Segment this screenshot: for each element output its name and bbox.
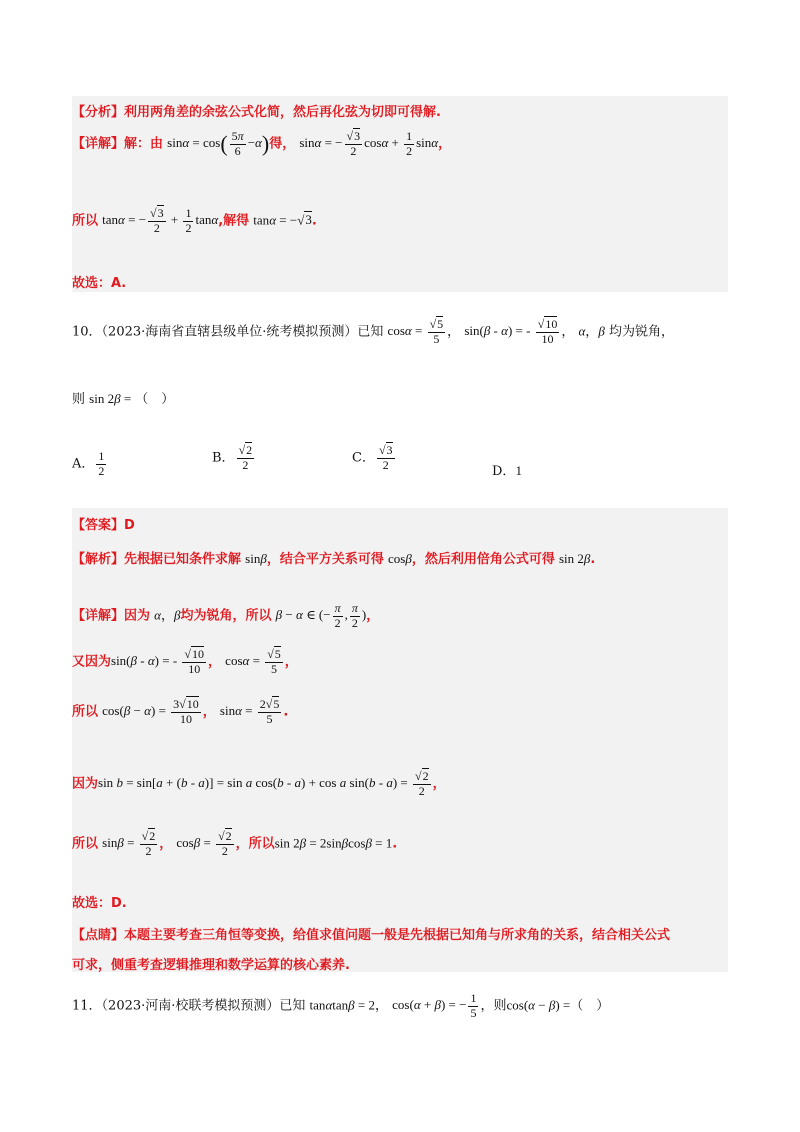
detail-line (72, 130, 451, 159)
analysis-text: 利用两角差的余弦公式化简，然后再化弦为切即可得解. (124, 105, 441, 120)
given-line (72, 648, 298, 677)
suoyi-text: 所以 (72, 836, 99, 852)
choose-line (72, 272, 126, 291)
comma: ， (208, 654, 222, 670)
result-line (72, 830, 397, 859)
choose-text: 故选：A. (72, 276, 127, 291)
choose-line (72, 892, 127, 911)
jiexi-text: ，结合平方关系可得 (266, 552, 384, 567)
formula-sin-2beta: sin 2β (558, 551, 591, 566)
formula-sin-2beta-result: sin 2β = 2sinβcosβ = 1 (274, 835, 393, 851)
question-number: 11． (72, 998, 102, 1014)
detail-line (72, 602, 379, 631)
suoyi-text: 所以 (72, 213, 99, 229)
youyinwei-text: 又因为 (72, 654, 112, 670)
comma: ， (284, 654, 298, 670)
option-value: $\frac{√3}{2}$ (378, 443, 393, 472)
comma: ， (432, 776, 446, 792)
formula-sin-alpha-eq: sinα = cos( $\frac{5\pi}{6}$ −α) (167, 129, 270, 158)
question-source: （2023·河南·校联考模拟预测）已知 (101, 998, 306, 1014)
period: . (311, 213, 317, 229)
comma: ， (438, 136, 452, 152)
formula-range: β − α ∈ (− $\frac{\pi}{2}$ , $\frac{\pi}{2}$ ) (275, 601, 367, 630)
detail-text: 得， (269, 136, 296, 152)
formula-tan-product: tanαtanβ = 2 (309, 997, 375, 1013)
suoyi-text: ，所以 (235, 836, 275, 852)
choose-text: 故选：D. (72, 896, 127, 911)
detail-text: 均为锐角，所以 (180, 608, 272, 624)
jiexi-line (72, 548, 595, 567)
comma: ， (374, 998, 388, 1014)
period: . (283, 704, 289, 720)
formula-cos-beta-value: cosβ = $\frac{√2}{2}$ (176, 829, 232, 858)
option-a[interactable] (72, 450, 108, 479)
answer-value: D (124, 518, 135, 533)
alpha-beta-symbols: α，β (578, 323, 605, 339)
question-10-ask (72, 388, 174, 407)
formula-sin-b-expansion: sin b = sin[a + (b - a)] = sin a cos(b - a) + cos a sin(b - a) = $\frac{√2}{2}$ (98, 769, 429, 798)
period: . (590, 552, 596, 567)
solution-10-block (72, 508, 728, 972)
comma: ， (159, 836, 173, 852)
formula-cos-diff: cos(α − β) = (506, 997, 571, 1013)
formula-sin-2beta: sin 2β = (89, 391, 132, 406)
jiexi-label: 【解析】 (72, 552, 125, 567)
dianjing-text: 可求，侧重考查逻辑推理和数学运算的核心素养. (72, 958, 350, 973)
formula-cos-alpha: cosα = $\frac{√5}{5}$ (387, 317, 444, 346)
formula-sin-beta-minus-alpha: sin(β - α) = - $\frac{√10}{10}$ (111, 647, 205, 676)
question-source: （2023·海南省直辖县级单位·统考模拟预测）已知 (101, 324, 384, 340)
question-number: 10． (72, 324, 102, 340)
option-letter: D． (492, 464, 516, 479)
dianjing-line-2 (72, 954, 350, 973)
comma: ， (366, 608, 380, 624)
jiexi-text: ，然后利用倍角公式可得 (411, 552, 555, 567)
question-tail: 均为锐角， (608, 324, 674, 340)
detail-text: 解：由 (124, 136, 164, 152)
answer-line (72, 514, 135, 533)
option-value: $\frac{√2}{2}$ (238, 443, 253, 472)
prev-solution-block (72, 96, 728, 292)
jiexi-text: 先根据已知条件求解 (124, 552, 242, 567)
formula-cos-alpha: cosα = $\frac{√5}{5}$ (225, 647, 281, 676)
analysis-line (72, 101, 441, 120)
answer-blank: （ ） (135, 392, 175, 407)
question-10 (72, 318, 674, 347)
dianjing-line-1 (72, 924, 670, 943)
formula-sin-beta-value: sinβ = $\frac{√2}{2}$ (102, 829, 156, 858)
option-b[interactable] (212, 444, 256, 473)
period: . (392, 836, 398, 852)
formula-sin-beta-minus-alpha: sin(β - α) = - $\frac{√10}{10}$ (464, 317, 558, 346)
formula-tan-result: tanα = −√3 (253, 212, 312, 228)
detail-label: 【详解】 (72, 608, 125, 624)
formula-cos-beta-minus-alpha: cos(β − α) = $\frac{3√10}{10}$ (102, 697, 199, 726)
jiede-text: ,解得 (218, 213, 250, 229)
formula-tan: tanα = − $\frac{√3}{2}$ + $\frac{1}{2}$ tanα (102, 206, 219, 235)
answer-label: 【答案】 (72, 518, 125, 533)
derive-line (72, 698, 288, 727)
ze-text: ，则 (480, 998, 507, 1014)
dianjing-text: 本题主要考查三角恒等变换，给值求值问题一般是先根据已知角与所求角的关系，结合相关公式 (124, 928, 671, 943)
formula-sin-alpha: sinα = $\frac{2√5}{5}$ (219, 697, 280, 726)
option-c[interactable] (352, 444, 397, 473)
detail-text: 因为 (124, 608, 151, 624)
option-letter: A． (72, 456, 95, 472)
ze-text: 则 (72, 392, 86, 407)
option-d[interactable] (492, 460, 522, 479)
alpha-beta-symbols: α，β (154, 607, 181, 623)
question-11 (72, 992, 609, 1021)
option-value: $\frac{1}{2}$ (98, 449, 105, 478)
formula-sin-beta: sinβ (245, 551, 267, 566)
tan-line (72, 207, 317, 236)
dianjing-label: 【点睛】 (72, 928, 125, 943)
formula-expansion: sinα = − $\frac{√3}{2}$ cosα + $\frac{1}{2}$ sinα (299, 129, 439, 158)
comma: ， (202, 704, 216, 720)
comma: ， (447, 324, 461, 340)
analysis-label: 【分析】 (72, 105, 125, 120)
formula-cos-beta: cosβ (387, 551, 412, 566)
answer-blank: （ ） (570, 998, 610, 1014)
yinwei-text: 因为 (72, 776, 99, 792)
option-letter: B． (212, 450, 235, 466)
option-letter: C． (352, 450, 375, 466)
detail-label: 【详解】 (72, 136, 125, 152)
comma: ， (561, 324, 575, 340)
formula-cos-sum: cos(α + β) = − $\frac{1}{5}$ (392, 991, 477, 1020)
suoyi-text: 所以 (72, 704, 99, 720)
option-value: 1 (515, 463, 522, 478)
sinb-line (72, 770, 446, 799)
